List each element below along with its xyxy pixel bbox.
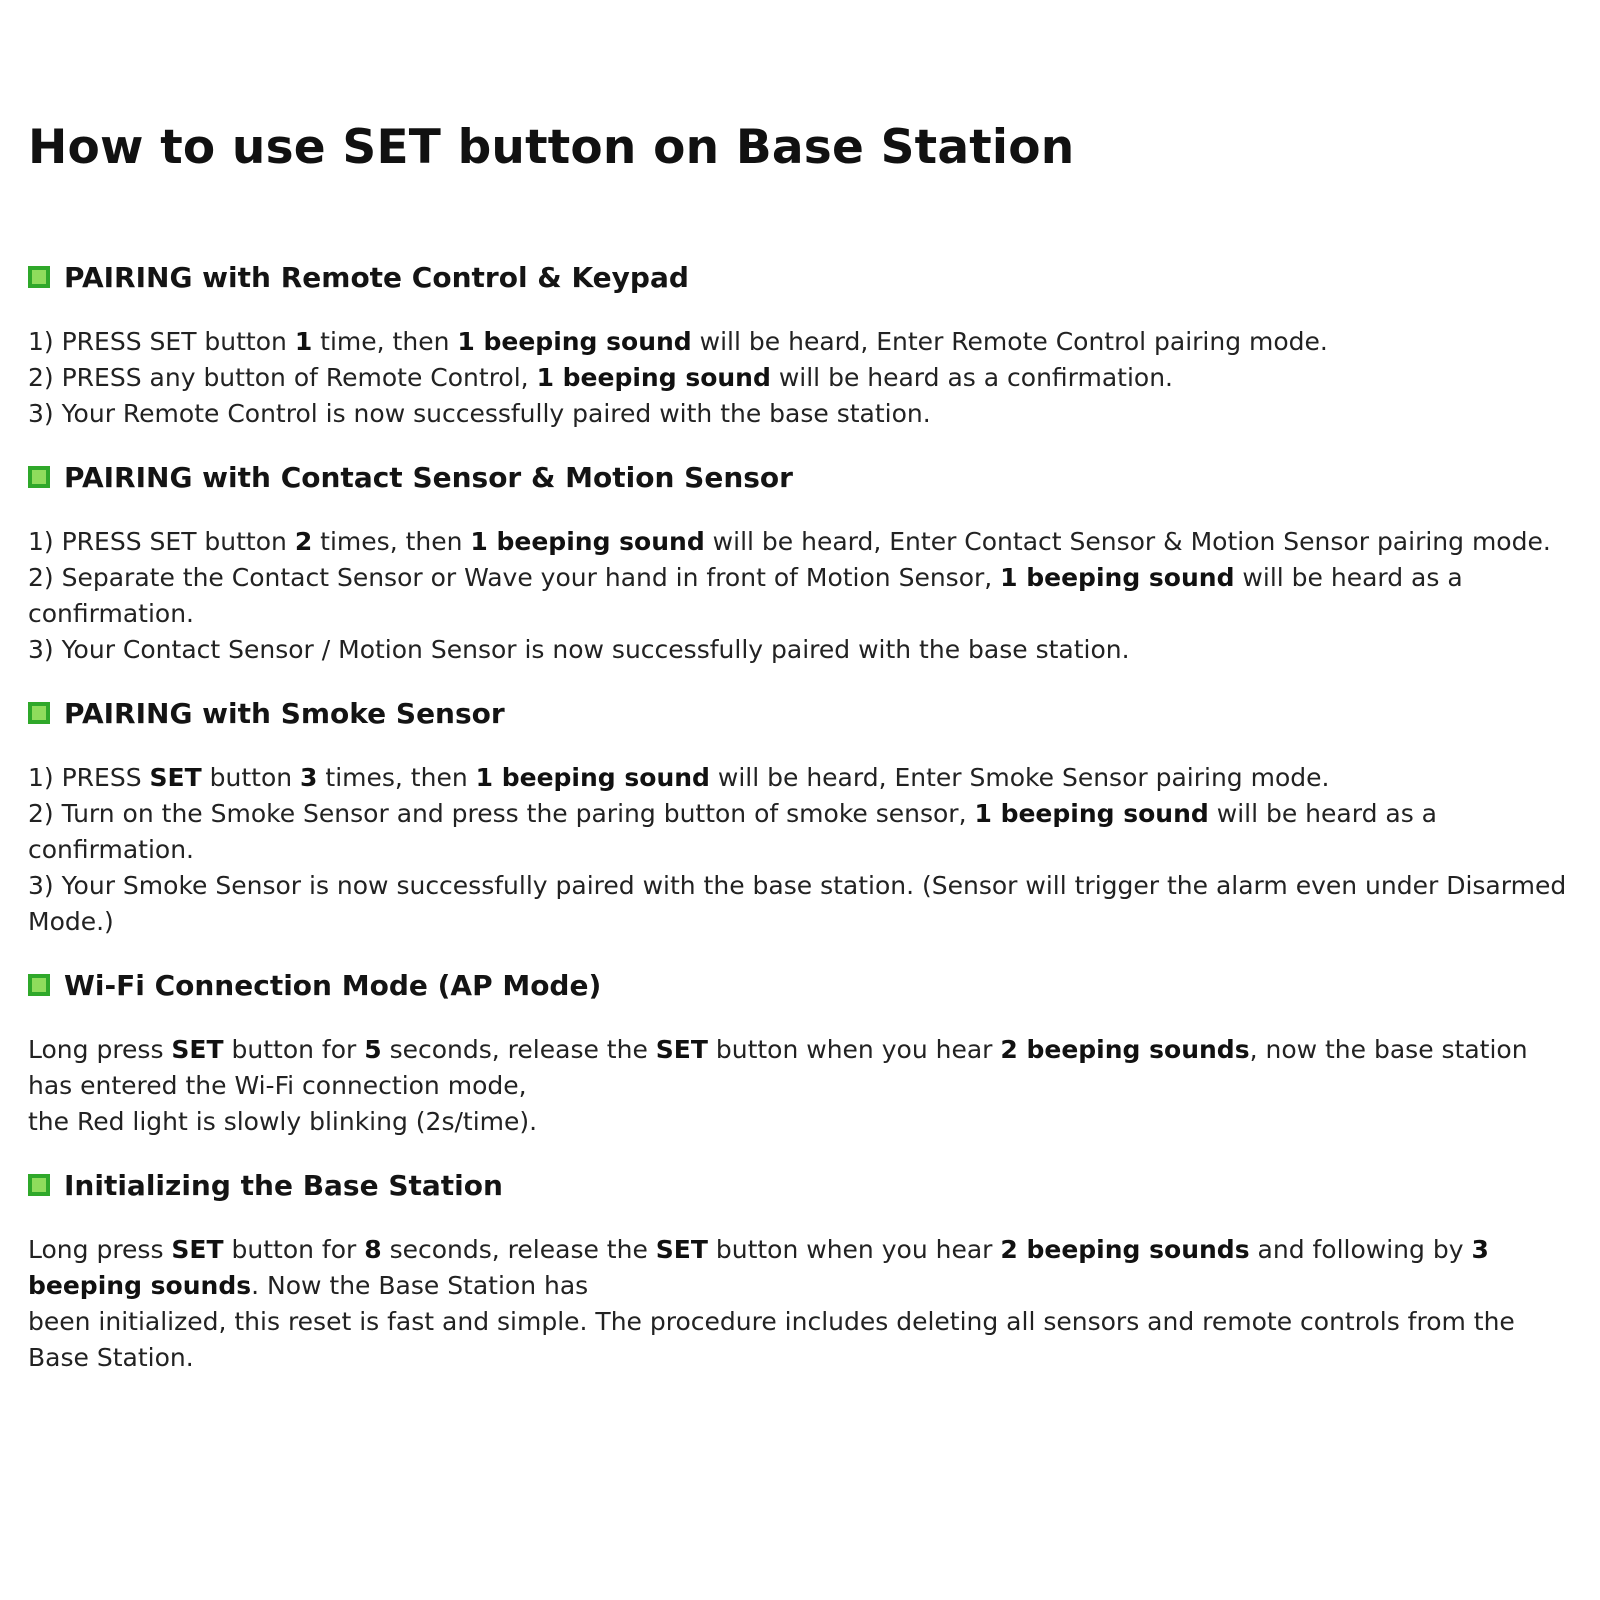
body-text: times, then <box>317 763 476 792</box>
emphasis-text: 1 <box>294 327 313 356</box>
instruction-line <box>28 1104 1573 1140</box>
body-text: , now the base station has entered the Wi-Fi connection mode, <box>28 1035 1528 1100</box>
instruction-line <box>28 632 1573 668</box>
emphasis-text: 1 beeping sound <box>1000 563 1235 592</box>
page-title: How to use SET button on Base Station <box>28 120 1075 175</box>
emphasis-text: 2 beeping sounds <box>1000 1035 1250 1064</box>
instruction-line <box>28 1232 1573 1304</box>
green-square-icon <box>28 466 50 488</box>
emphasis-text: SET <box>149 763 202 792</box>
body-text: seconds, release the <box>381 1035 656 1064</box>
instruction-line <box>28 560 1573 632</box>
green-square-icon <box>28 974 50 996</box>
section-header <box>28 458 1588 496</box>
body-text: 2) Separate the Contact Sensor or Wave your hand in front of Motion Sensor, <box>28 563 1001 592</box>
body-text: will be heard as a confirmation. <box>28 799 1437 864</box>
body-text: button when you hear <box>707 1035 1001 1064</box>
green-square-icon <box>28 1174 50 1196</box>
section-body <box>28 1232 1573 1376</box>
emphasis-text: 1 beeping sound <box>470 527 705 556</box>
emphasis-text: SET <box>655 1035 708 1064</box>
section-header <box>28 966 1588 1004</box>
body-text: seconds, release the <box>381 1235 656 1264</box>
emphasis-text: SET <box>171 1035 224 1064</box>
section-heading: Initializing the Base Station <box>64 1168 503 1202</box>
section-remote-keypad <box>28 258 1588 432</box>
section-body <box>28 324 1573 432</box>
body-text: button when you hear <box>707 1235 1001 1264</box>
body-text: button <box>201 763 301 792</box>
instruction-line <box>28 360 1573 396</box>
body-text: will be heard as a confirmation. <box>770 363 1174 392</box>
section-header <box>28 694 1588 732</box>
section-heading: PAIRING with Remote Control & Keypad <box>64 260 689 294</box>
body-text: time, then <box>312 327 458 356</box>
body-text: button for <box>223 1235 365 1264</box>
emphasis-text: 3 <box>300 763 318 792</box>
body-text: Long press <box>28 1235 172 1264</box>
section-contact-motion <box>28 458 1588 668</box>
body-text: will be heard, Enter Remote Control pairing mode. <box>691 327 1328 356</box>
instruction-page <box>28 108 1588 1376</box>
body-text: 3) Your Contact Sensor / Motion Sensor is now successfully paired with the base station. <box>28 635 1130 664</box>
body-text: 2) Turn on the Smoke Sensor and press the paring button of smoke sensor, <box>28 799 975 828</box>
emphasis-text: 3 beeping sounds <box>28 1235 1489 1300</box>
green-square-icon <box>28 702 50 724</box>
body-text: Long press <box>28 1035 172 1064</box>
section-wifi-ap <box>28 966 1588 1140</box>
body-text: 3) Your Remote Control is now successfully paired with the base station. <box>28 399 931 428</box>
body-text: times, then <box>312 527 471 556</box>
emphasis-text: 1 beeping sound <box>457 327 692 356</box>
section-body <box>28 1032 1573 1140</box>
body-text: and following by <box>1249 1235 1472 1264</box>
section-header <box>28 258 1588 296</box>
section-header <box>28 1166 1588 1204</box>
emphasis-text: 5 <box>364 1035 382 1064</box>
instruction-line <box>28 868 1573 940</box>
emphasis-text: SET <box>655 1235 708 1264</box>
instruction-line <box>28 796 1573 868</box>
body-text: 3) Your Smoke Sensor is now successfully paired with the base station. (Sensor will trigger the alarm even under Disarmed Mode.) <box>28 871 1567 936</box>
instruction-line <box>28 760 1573 796</box>
instruction-line <box>28 1032 1573 1104</box>
emphasis-text: 1 beeping sound <box>974 799 1209 828</box>
section-smoke <box>28 694 1588 940</box>
emphasis-text: 2 <box>294 527 313 556</box>
emphasis-text: 8 <box>364 1235 382 1264</box>
body-text: been initialized, this reset is fast and simple. The procedure includes deleting all sensors and remote controls from the Base Station. <box>28 1307 1515 1372</box>
section-heading: Wi-Fi Connection Mode (AP Mode) <box>64 968 602 1002</box>
body-text: 1) PRESS <box>28 763 150 792</box>
instruction-line <box>28 1304 1573 1376</box>
body-text: the Red light is slowly blinking (2s/time). <box>28 1107 538 1136</box>
green-square-icon <box>28 266 50 288</box>
body-text: 2) PRESS any button of Remote Control, <box>28 363 537 392</box>
body-text: 1) PRESS SET button <box>28 527 295 556</box>
emphasis-text: 1 beeping sound <box>536 363 771 392</box>
section-initialize <box>28 1166 1588 1376</box>
section-heading: PAIRING with Smoke Sensor <box>64 696 505 730</box>
body-text: will be heard as a confirmation. <box>28 563 1463 628</box>
instruction-line <box>28 524 1573 560</box>
instruction-line <box>28 324 1573 360</box>
body-text: 1) PRESS SET button <box>28 327 295 356</box>
section-body <box>28 524 1573 668</box>
emphasis-text: 1 beeping sound <box>475 763 710 792</box>
section-heading: PAIRING with Contact Sensor & Motion Sensor <box>64 460 793 494</box>
emphasis-text: 2 beeping sounds <box>1000 1235 1250 1264</box>
body-text: button for <box>223 1035 365 1064</box>
body-text: will be heard, Enter Contact Sensor & Motion Sensor pairing mode. <box>704 527 1551 556</box>
emphasis-text: SET <box>171 1235 224 1264</box>
body-text: . Now the Base Station has <box>251 1271 589 1300</box>
section-body <box>28 760 1573 940</box>
instruction-line <box>28 396 1573 432</box>
body-text: will be heard, Enter Smoke Sensor pairing mode. <box>709 763 1330 792</box>
